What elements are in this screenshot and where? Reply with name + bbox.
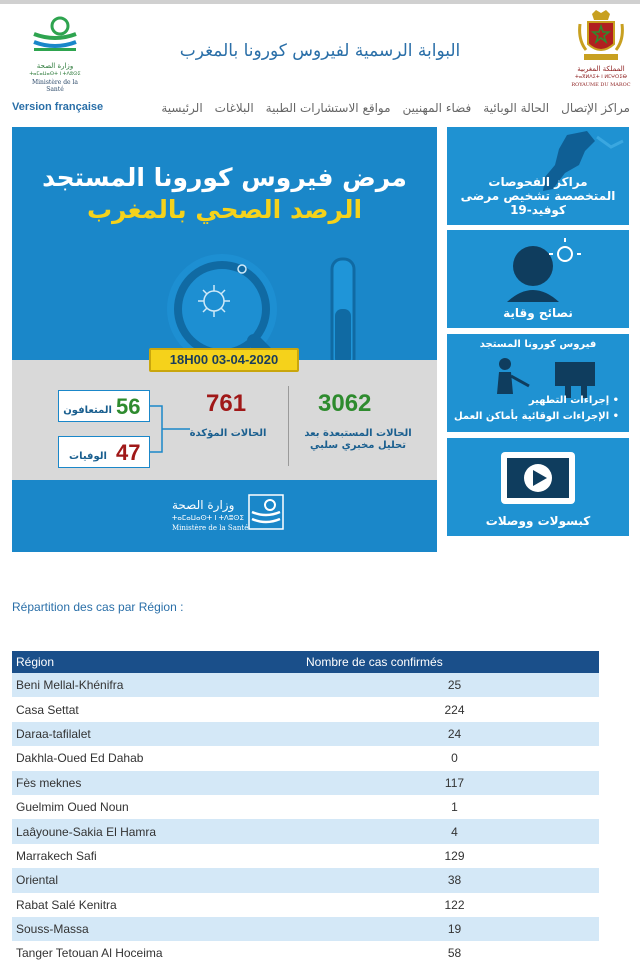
nav-press-releases[interactable]: البلاغات [214,101,254,115]
ministry-name-french: Ministère de la Santé [31,79,78,93]
region-name-cell: Dakhla-Oued Ed Dahab [12,746,306,770]
ministry-emblem-icon [30,12,80,58]
banner-title: مرض فيروس كورونا المستجد [42,163,407,192]
region-name-cell: Fès meknes [12,771,306,795]
region-section-title: Répartition des cas par Région : [12,600,184,614]
banner-footer [12,480,437,552]
coat-of-arms-icon [578,10,624,64]
confirmed-count-cell: 25 [306,673,599,697]
footer-ministry-emblem-icon [248,494,284,530]
confirmed-count-cell: 122 [306,893,599,917]
banner-subtitle: الرصد الصحي بالمغرب [86,195,363,224]
site-header [0,8,640,93]
region-name-cell: Souss-Massa [12,917,306,941]
tile-prevention-tips[interactable] [447,230,629,328]
tile-testing-centers[interactable] [447,127,629,225]
table-row [12,941,599,960]
table-row [12,673,599,697]
ministry-of-health-logo[interactable] [24,12,86,93]
table-row [12,819,599,843]
confirmed-count-cell: 24 [306,722,599,746]
stats-divider [288,386,289,466]
table-row [12,771,599,795]
stats-panel [12,360,437,480]
confirmed-count-cell: 117 [306,771,599,795]
tile-disinfection-line1: • إجراءات التطهير [528,395,619,406]
tile-videos-label: كبسولات ووصلات [485,514,591,528]
kingdom-name-french: ROYAUME DU MAROC [571,82,631,88]
tile-disinfection-measures[interactable] [447,334,629,432]
tile-testing-centers-label: مراكز الفحوصات المتخصصة تشخيص مرضى كوفيد-19 [460,175,616,217]
deaths-count: 47 [116,440,141,465]
confirmed-count-cell: 129 [306,844,599,868]
bracket-connector [150,400,190,460]
region-name-cell: Tanger Tetouan Al Hoceima [12,941,306,960]
region-cases-table [12,651,599,960]
ministry-name-arabic: وزارة الصحة [36,62,74,70]
tile-videos-spots[interactable] [447,438,629,536]
french-version-link[interactable]: Version française [12,101,104,113]
table-row [12,746,599,770]
table-row [12,893,599,917]
covid-status-banner [12,127,437,552]
region-name-cell: Guelmim Oued Noun [12,795,306,819]
column-header-confirmed-cases: Nombre de cas confirmés [306,651,599,673]
tile-disinfection-title: فيروس كورونا المستجد [479,339,597,350]
ministry-name-tifinagh: ⵜⴰⵎⴰⵡⴰⵙⵜ ⵏ ⵜⴷⵓⵙⵉ [29,71,81,77]
main-nav [161,101,630,115]
table-row [12,697,599,721]
column-header-region: Région [12,651,306,673]
confirmed-count-cell: 1 [306,795,599,819]
nav-medical-consultation-sites[interactable]: مواقع الاستشارات الطبية [265,101,391,115]
deaths-label: الوفيات [69,451,107,462]
region-name-cell: Beni Mellal-Khénifra [12,673,306,697]
region-name-cell: Oriental [12,868,306,892]
report-date-badge: 18H00 03-04-2020 [149,348,299,372]
table-row [12,722,599,746]
tile-prevention-tips-label: نصائح وقاية [503,306,573,320]
nav-home[interactable]: الرئيسية [161,101,203,115]
confirmed-cases-label: الحالات المؤكدة [189,428,267,439]
table-row [12,844,599,868]
recovered-label: المتعافون [63,405,112,416]
footer-ministry-tifinagh: ⵜⴰⵎⴰⵡⴰⵙⵜ ⵏ ⵜⴷⵓⵙⵉ [172,514,244,522]
confirmed-count-cell: 0 [306,746,599,770]
recovered-count: 56 [116,394,141,419]
table-row [12,917,599,941]
confirmed-count-cell: 19 [306,917,599,941]
negative-cases-count: 3062 [318,390,372,417]
region-name-cell: Laâyoune-Sakia El Hamra [12,819,306,843]
region-name-cell: Casa Settat [12,697,306,721]
kingdom-of-morocco-logo[interactable] [568,10,634,94]
table-header-row [12,651,599,673]
confirmed-count-cell: 38 [306,868,599,892]
kingdom-name-arabic: المملكة المغربية [577,65,625,73]
site-title: البوابة الرسمية لفيروس كورونا بالمغرب [179,41,461,61]
footer-ministry-arabic: وزارة الصحة [172,498,235,512]
table-row [12,795,599,819]
confirmed-count-cell: 224 [306,697,599,721]
footer-ministry-french: Ministère de la Santé [172,524,249,532]
region-name-cell: Rabat Salé Kenitra [12,893,306,917]
negative-cases-label: الحالات المستبعدة بعد تحليل مخبري سلبي [304,428,412,451]
nav-professionals-space[interactable]: فضاء المهنيين [402,101,472,115]
region-name-cell: Daraa-tafilalet [12,722,306,746]
table-row [12,868,599,892]
nav-epidemiological-status[interactable]: الحالة الوبائية [483,101,550,115]
confirmed-count-cell: 58 [306,941,599,960]
kingdom-name-tifinagh: ⵜⴰⴳⵍⴷⵉⵜ ⵏ ⵍⵎⵖⵔⵉⴱ [575,74,627,80]
confirmed-count-cell: 4 [306,819,599,843]
confirmed-cases-count: 761 [206,390,247,417]
nav-call-centers[interactable]: مراكز الإتصال [561,101,630,115]
tile-disinfection-line2: • الإجراءات الوقائية بأماكن العمل [453,411,619,422]
region-name-cell: Marrakech Safi [12,844,306,868]
top-border [0,0,640,4]
